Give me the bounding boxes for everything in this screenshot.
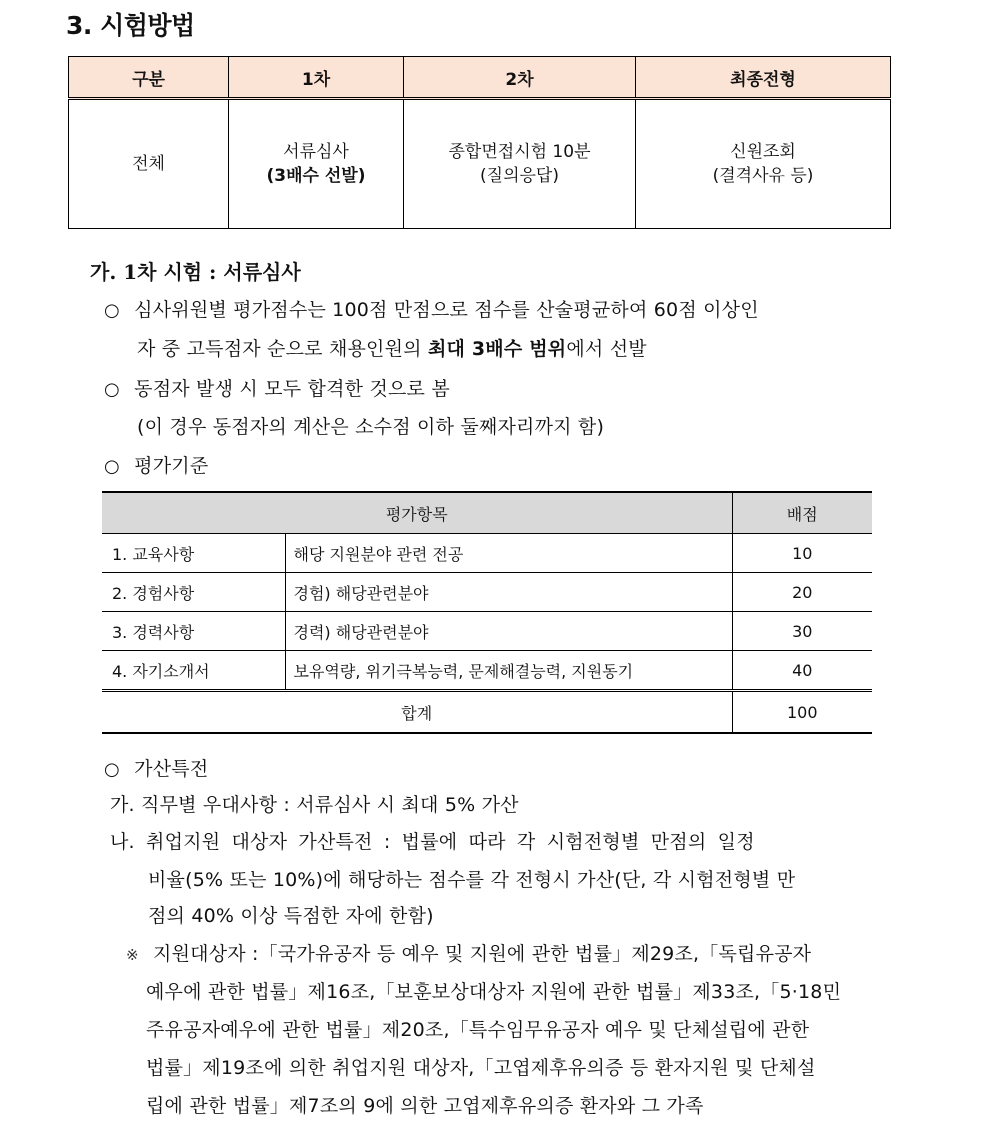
reference-mark-icon: ※ bbox=[126, 946, 139, 964]
first-stage-note: (3배수 선발) bbox=[266, 166, 366, 186]
first-stage-name: 서류심사 bbox=[283, 142, 349, 162]
table-row bbox=[102, 612, 872, 651]
row-score: 30 bbox=[732, 612, 872, 651]
circle-bullet-icon: ○ bbox=[104, 456, 120, 477]
section-heading-first-exam: 가. 1차 시험 : 서류심사 bbox=[90, 260, 301, 284]
bullet-item-criteria bbox=[104, 453, 208, 480]
row-category: 3. 경력사항 bbox=[102, 612, 285, 651]
row-score: 20 bbox=[732, 573, 872, 612]
bullet-item-scoring bbox=[104, 297, 759, 324]
note-text-line1: 지원대상자 :「국가유공자 등 예우 및 지원에 관한 법률」제29조,「독립유공자 bbox=[153, 943, 812, 965]
table-row bbox=[102, 573, 872, 612]
note-line1 bbox=[126, 941, 811, 968]
row-category: 2. 경험사항 bbox=[102, 573, 285, 612]
tie-text-line1: 동점자 발생 시 모두 합격한 것으로 봄 bbox=[134, 378, 450, 400]
header-score: 배점 bbox=[732, 492, 872, 534]
cell-final-stage bbox=[636, 99, 891, 229]
circle-bullet-icon: ○ bbox=[104, 759, 120, 780]
table-row bbox=[102, 651, 872, 691]
cell-first-stage bbox=[229, 99, 404, 229]
evaluation-criteria-table bbox=[102, 491, 872, 734]
note-text-line5: 립에 관한 법률」제7조의 9에 의한 고엽제후유의증 환자와 그 가족 bbox=[146, 1095, 704, 1117]
bonus-item-ga: 가. 직무별 우대사항 : 서류심사 시 최대 5% 가산 bbox=[110, 794, 519, 816]
scoring-text-line2 bbox=[137, 336, 647, 362]
row-description: 보유역량, 위기극복능력, 문제해결능력, 지원동기 bbox=[285, 651, 732, 691]
exam-method-table bbox=[68, 56, 891, 229]
header-evaluation-item: 평가항목 bbox=[102, 492, 732, 534]
second-stage-note: (질의응답) bbox=[480, 166, 559, 186]
row-description: 경험) 해당관련분야 bbox=[285, 573, 732, 612]
cell-second-stage bbox=[404, 99, 636, 229]
row-category: 4. 자기소개서 bbox=[102, 651, 285, 691]
note-text-line4: 법률」제19조에 의한 취업지원 대상자,「고엽제후유의증 등 환자지원 및 단체설 bbox=[146, 1057, 816, 1079]
note-text-line2: 예우에 관한 법률」제16조,「보훈보상대상자 지원에 관한 법률」제33조,「5·18민 bbox=[146, 981, 842, 1003]
total-score: 100 bbox=[732, 691, 872, 734]
bullet-item-bonus bbox=[104, 756, 208, 783]
row-description: 경력) 해당관련분야 bbox=[285, 612, 732, 651]
final-stage-note: (결격사유 등) bbox=[712, 166, 814, 186]
criteria-label: 평가기준 bbox=[134, 455, 209, 477]
scoring-text-line1: 심사위원별 평가점수는 100점 만점으로 점수를 산술평균하여 60점 이상인 bbox=[134, 299, 759, 321]
header-second-stage: 2차 bbox=[404, 57, 636, 99]
bonus-item-na-line3: 점의 40% 이상 득점한 자에 한함) bbox=[148, 905, 434, 927]
tie-text-line2: (이 경우 동점자의 계산은 소수점 이하 둘째자리까지 함) bbox=[137, 416, 605, 438]
header-first-stage: 1차 bbox=[229, 57, 404, 99]
row-description: 해당 지원분야 관련 전공 bbox=[285, 534, 732, 573]
bonus-item-na-line1: 나. 취업지원 대상자 가산특전 : 법률에 따라 각 시험전형별 만점의 일정 bbox=[110, 831, 755, 853]
scoring-line2-pre: 자 중 고득점자 순으로 채용인원의 bbox=[137, 338, 428, 360]
total-label: 합계 bbox=[102, 691, 732, 734]
bonus-item-na-line2: 비율(5% 또는 10%)에 해당하는 점수를 각 전형시 가산(단, 각 시험전형별 만 bbox=[148, 869, 796, 891]
scoring-line2-post: 에서 선발 bbox=[566, 338, 647, 360]
circle-bullet-icon: ○ bbox=[104, 379, 120, 400]
header-final-stage: 최종전형 bbox=[636, 57, 891, 99]
circle-bullet-icon: ○ bbox=[104, 300, 120, 321]
header-category: 구분 bbox=[69, 57, 229, 99]
page-title: 3. 시험방법 bbox=[66, 11, 195, 40]
second-stage-name: 종합면접시험 10분 bbox=[448, 142, 591, 162]
note-text-line3: 주유공자예우에 관한 법률」제20조,「특수임무유공자 예우 및 단체설립에 관한 bbox=[146, 1019, 810, 1041]
bullet-item-tie bbox=[104, 376, 450, 403]
table-row bbox=[102, 534, 872, 573]
scoring-line2-bold: 최대 3배수 범위 bbox=[427, 338, 567, 360]
final-stage-name: 신원조회 bbox=[730, 142, 796, 162]
bonus-heading: 가산특전 bbox=[134, 758, 209, 780]
cell-all: 전체 bbox=[69, 99, 229, 229]
row-score: 10 bbox=[732, 534, 872, 573]
row-score: 40 bbox=[732, 651, 872, 691]
row-category: 1. 교육사항 bbox=[102, 534, 285, 573]
